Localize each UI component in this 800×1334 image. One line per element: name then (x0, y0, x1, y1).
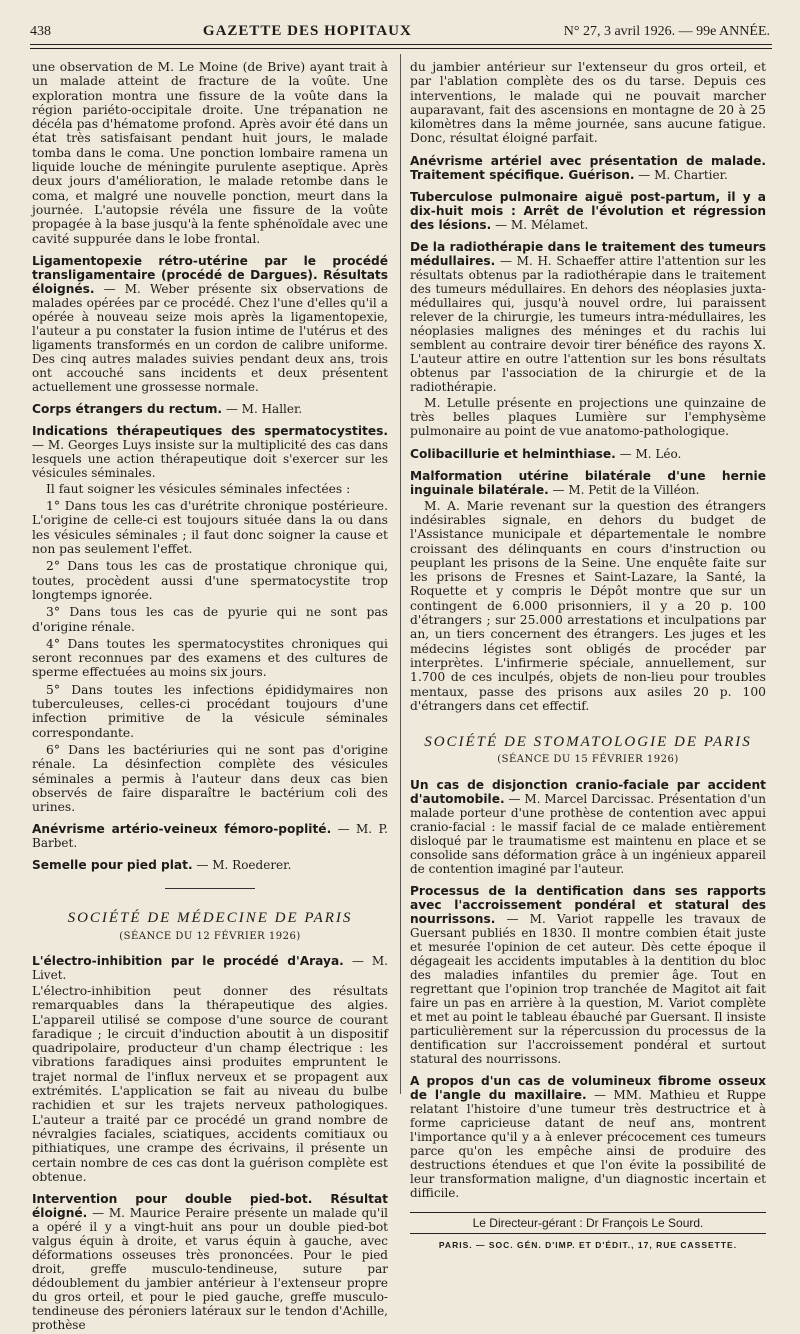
heading-body: — MM. Mathieu et Ruppe relatant l'histoire d'une tumeur très destructrice et à forme capricieuse datant de neuf ans, montrent l'importance qu'il y a à enlever précocement ces tumeurs parce qu'on les empêche ainsi de produire des destructions étendues et que l'on évite la possibilité de leur transformation maligne, d'un diagnostic incertain et difficile. (410, 1087, 766, 1200)
heading-title: Semelle pour pied plat. (32, 858, 193, 873)
header-rule-thin (30, 48, 772, 49)
heading-title: Anévrisme artériel avec présentation de malade. Traitement spécifique. Guérison. (410, 153, 766, 182)
page-number: 438 (30, 24, 51, 39)
paragraph: M. A. Marie revenant sur la question des étrangers indésirables signale, en dehors du budget de l'Assistance municipale et départementale le nombre croissant des délinquants en cours d'instruction ou peuplant les prisons de la Seine. Une enquête faite sur les prisons de Fresnes et Saint-Lazare, la Santé, la Roquette et y compris le Dépôt montre que sur un contingent de 6.000 prisonniers, il y a 20 p. 100 d'étrangers ; sur 25.000 arrestations et inculpations par an, un tiers concernent des étrangers. Les juges et les médecins légistes sont obligés de procéder par interprètes. L'infirmerie spéciale, annuellement, sur 1.700 de ces inculpés, objets de non-lieu pour troubles mentaux, passe des prisons aux asiles 20 p. 100 d'étrangers dans cet effectif. (410, 498, 766, 713)
heading-body: — M. Petit de la Villéon. (548, 482, 700, 497)
paragraph: L'électro-inhibition peut donner des résultats remarquables dans la thérapeutique des algies. L'appareil utilisé se compose d'une source de courant faradique ; le circuit d'induction aboutit à un dispositif quadripolaire, producteur d'un champ électrique : les vibrations faradiques ainsi produites empruntent le trajet normal de l'influx nerveux et se propagent aux extrémités. L'application se fait au niveau du bulbe rachidien et sur les trajets nerveux pathologiques. L'auteur a traité par ce procédé un grand nombre de névralgies faciales, sciatiques, accidents comitiaux ou pithiatiques, une crampe des écrivains, il présente un certain nombre de ces cas dont la guérison complète est obtenue. (32, 983, 388, 1184)
section-title: SOCIÉTÉ DE MÉDECINE DE PARIS (67, 910, 353, 927)
heading-title: Ligamentopexie rétro-utérine par le procédé transligamentaire (procédé de Dargues). Résultats éloignés. (32, 253, 388, 296)
issue-info: N° 27, 3 avril 1926. — 99e ANNÉE. (563, 24, 770, 39)
header-rule (30, 44, 772, 45)
article-heading (32, 402, 388, 416)
heading-body: — M. Georges Luys insiste sur la multiplicité des cas dans lesquels une action thérapeutique doit s'exercer sur les vésicules séminales. (32, 437, 388, 480)
heading-title: Tuberculose pulmonaire aiguë post-partum, il y a dix-huit mois : Arrêt de l'évolution et régression des lésions. (410, 189, 766, 232)
paragraph: Il faut soigner les vésicules séminales infectées : (46, 481, 351, 496)
list-item: 1° Dans tous les cas d'urétrite chronique postérieure. L'origine de celle-ci est toujours située dans la ou dans les vésicules séminales ; il faut donc soigner la cause et non pas seulement l'effet. (32, 499, 388, 557)
article-heading (32, 822, 388, 850)
article-heading (410, 778, 766, 876)
heading-body: — M. Haller. (222, 401, 303, 416)
article-heading (410, 447, 766, 461)
paragraph: M. Letulle présente en projections une quinzaine de très belles plaques Lumière sur l'emphysème pulmonaire au point de vue anatomo-pathologique. (410, 395, 766, 439)
right-column (410, 60, 766, 1252)
heading-body: — M. Roederer. (192, 858, 292, 873)
heading-body: — M. Livet. (32, 953, 388, 982)
heading-title: Intervention pour double pied-bot. Résultat éloigné. (32, 1192, 388, 1221)
heading-body: — M. Marcel Darcissac. Présentation d'un malade porteur d'une prothèse de contention avec appui cranio-facial : le massif facial de ce malade entièrement disloqué par le traumatisme est maintenu en place et se consolide sans déformation grâce à un ingénieux appareil de contention imaginé par l'auteur. (410, 791, 766, 876)
heading-body: — M. H. Schaeffer attire l'attention sur les résultats obtenus par la radiothérapie dans le traitement des tumeurs médullaires. En dehors des néoplasies juxta-médullaires qui, jusqu'à nouvel ordre, lui paraissent relever de la chirurgie, les tumeurs intra-médullaires, les néoplasies malignes des méninges et du rachis lui semblent au contraire devoir tirer bénéfice des rayons X. L'auteur attire en outre l'attention sur les bons résultats obtenus par l'association de la chirurgie et de la radiothérapie. (410, 253, 766, 394)
column-divider (400, 54, 401, 1094)
article-heading (32, 424, 388, 480)
journal-title: GAZETTE DES HOPITAUX (202, 23, 412, 39)
heading-title: Corps étrangers du rectum. (32, 401, 223, 416)
article-heading (410, 884, 766, 1066)
paragraph: une observation de M. Le Moine (de Brive) ayant trait à un malade atteint de fracture de la voûte. Une exploration montra une fissure de la voûte dans la région pariéto-occipitale droite. Une trépanation ne décéla pas d'hématome profond. Après avoir été dans un état très satisfaisant pendant huit jours, le malade tomba dans le coma. Une ponction lombaire ramena un liquide louche de méningite purulente aseptique. Après deux jours d'amélioration, le malade retombe dans le coma, et malgré une nouvelle ponction, meurt dans la journée. L'autopsie révéla une fissure de la voûte propagée à la base jusqu'à la fente sphénoïdale avec une cavité suppurée dans le lobe frontal. (32, 60, 388, 246)
article-heading (32, 954, 388, 982)
printer-imprint: PARIS. — SOC. GÉN. D'IMP. ET D'ÉDIT., 17, RUE CASSETTE. (438, 1240, 738, 1251)
heading-title: De la radiothérapie dans le traitement des tumeurs médullaires. (410, 239, 766, 268)
article-heading (32, 254, 388, 394)
heading-body: — M. Maurice Peraire présente un malade qu'il a opéré il y a vingt-huit ans pour un double pied-bot valgus équin à droite, et varus équin à gauche, avec déformations osseuses très prononcées. Pour le pied droit, greffe musculo-tendineuse, suture par dédoublement du jambier antérieur à l'extenseur propre du gros orteil, et pour le pied gauche, greffe musculo-tendineuse des péroniers latéraux sur le tendon d'Achille, prothèse (32, 1206, 388, 1333)
heading-body: — M. Léo. (615, 446, 682, 461)
heading-title: A propos d'un cas de volumineux fibrome osseux de l'angle du maxillaire. (410, 1073, 766, 1102)
section-rule (165, 888, 255, 889)
heading-title: Colibacillurie et helminthiase. (410, 446, 616, 461)
heading-title: L'électro-inhibition par le procédé d'Araya. (32, 953, 344, 968)
heading-body: — M. Variot rappelle les travaux de Guersant publiés en 1830. Il montre combien était juste et mesurée l'opinion de cet auteur. Dès cette époque il dégageait les accidents imputables à la dentition du bloc des maladies infantiles du premier âge. Tout en regrettant que l'opinion trop tranchée de Magitot ait fait faire un pas en arrière à la question, M. Variot complète et met au point le tableau ébauché par Guersant. Il insiste particulièrement sur la répercussion du processus de la dentification sur l'accroissement pondéral et surtout statural des nourrissons. (410, 911, 766, 1066)
article-heading (410, 1074, 766, 1200)
section-title: SOCIÉTÉ DE STOMATOLOGIE DE PARIS (424, 734, 752, 751)
article-heading (410, 154, 766, 182)
section-session: (SÉANCE DU 15 FÉVRIER 1926) (497, 754, 679, 766)
list-item: 3° Dans tous les cas de pyurie qui ne sont pas d'origine rénale. (32, 605, 388, 634)
article-heading (410, 469, 766, 497)
article-heading (32, 1192, 388, 1332)
heading-body: — M. Mélamet. (491, 217, 589, 232)
heading-body: — M. Chartier. (634, 167, 728, 182)
heading-title: Indications thérapeutiques des spermatocystites. (32, 423, 388, 438)
list-item: 5° Dans toutes les infections épididymaires non tuberculeuses, celles-ci procédant toujours d'une infection primitive de la vésicule séminales correspondante. (32, 682, 388, 740)
heading-title: Processus de la dentification dans ses rapports avec l'accroissement pondéral et statural des nourrissons. (410, 883, 766, 926)
left-column (32, 60, 388, 1334)
directeur-gerant: Le Directeur-gérant : Dr François Le Sourd. (410, 1212, 766, 1234)
heading-title: Un cas de disjonction cranio-faciale par accident d'automobile. (410, 777, 766, 806)
paragraph: du jambier antérieur sur l'extenseur du gros orteil, et par l'ablation complète des os du tarse. Depuis ces interventions, le malade qui ne pouvait marcher auparavant, fait des ascensions en montagne de 20 à 25 kilomètres dans la même journée, sans aucune fatigue. Donc, résultat éloigné parfait. (410, 60, 766, 146)
heading-body: — M. Weber présente six observations de malades opérées par ce procédé. Chez l'une d'elles qu'il a opérée à nouveau seize mois après la ligamentopexie, l'auteur a pu constater la fusion intime de l'utérus et des ligaments transformés en un cordon de calibre uniforme. Des cinq autres malades suivies pendant deux ans, trois ont accouché sans incidents et deux présentent actuellement une grossesse normale. (32, 281, 388, 394)
article-heading (410, 190, 766, 232)
list-item: 6° Dans les bactériuries qui ne sont pas d'origine rénale. La désinfection complète des vésicules séminales a permis à l'auteur dans deux cas bien observés de faire disparaître le bactérium coli des urines. (32, 742, 388, 815)
heading-title: Malformation utérine bilatérale d'une hernie inguinale bilatérale. (410, 468, 766, 497)
list-item: 2° Dans tous les cas de prostatique chronique qui, toutes, procèdent aussi d'une spermatocystite trop longtemps ignorée. (32, 559, 388, 602)
article-heading (410, 240, 766, 394)
article-heading (32, 858, 388, 872)
page-header (30, 14, 770, 40)
heading-title: Anévrisme artério-veineux fémoro-poplité. (32, 822, 332, 837)
heading-body: — M. P. Barbet. (32, 822, 388, 851)
section-session: (SÉANCE DU 12 FÉVRIER 1926) (119, 930, 301, 942)
list-item: 4° Dans toutes les spermatocystites chroniques qui seront reconnues par des examens et des cultures de sperme effectuées au moins six jours. (32, 636, 388, 680)
